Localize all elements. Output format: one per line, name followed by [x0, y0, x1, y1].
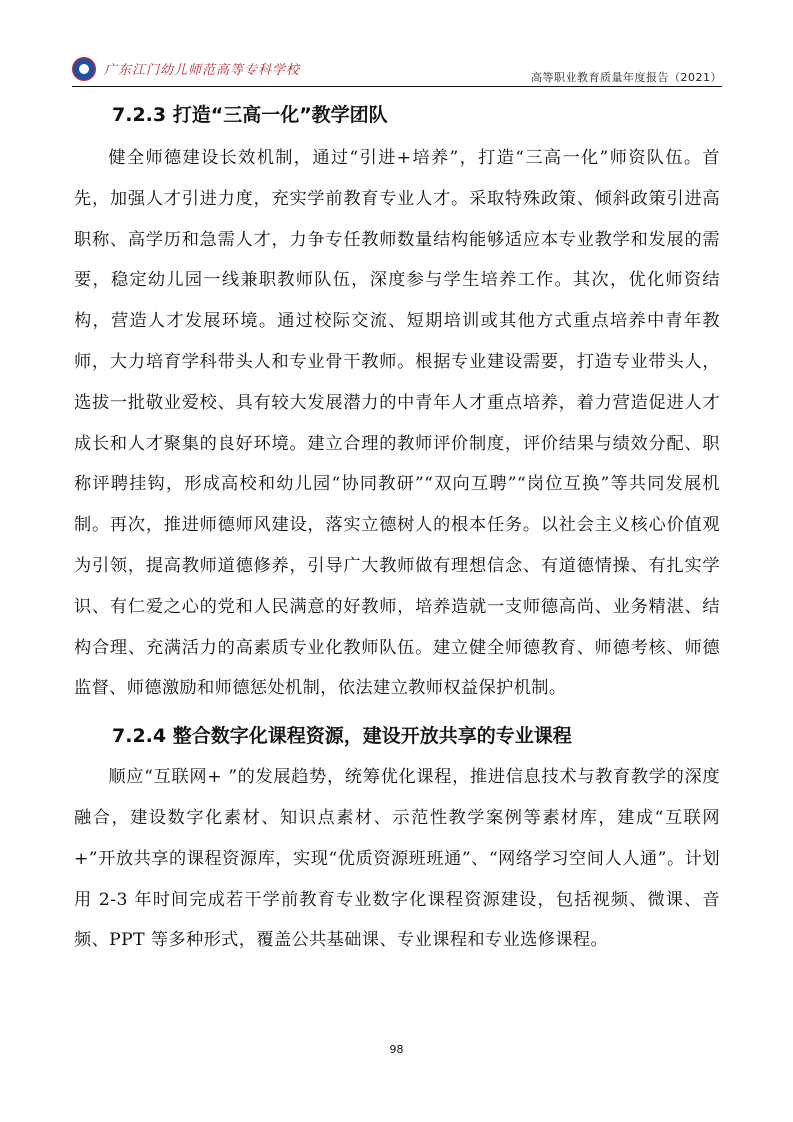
section-heading-7-2-4: 7.2.4 整合数字化课程资源，建设开放共享的专业课程 [112, 725, 572, 748]
page-content [74, 100, 720, 961]
section-paragraph-7-2-3: 健全师德建设长效机制，通过“引进+培养”，打造“三高一化”师资队伍。首先，加强人才引进力度，充实学前教育专业人才。采取特殊政策、倾斜政策引进高职称、高学历和急需人才，力争专任教师数量结构能够适应本专业教学和发展的需要，稳定幼儿园一线兼职教师队伍，深度参与学生培养工作。其次，优化师资结构，营造人才发展环境。通过校际交流、短期培训或其他方式重点培养中青年教师，大力培育学科带头人和专业骨干教师。根据专业建设需要，打造专业带头人，选拔一批敬业爱校、具有较大发展潜力的中青年人才重点培养，着力营造促进人才成长和人才聚集的良好环境。建立合理的教师评价制度，评价结果与绩效分配、职称评聘挂钩，形成高校和幼儿园“协同教研”“双向互聘”“岗位互换”等共同发展机制。再次，推进师德师风建设，落实立德树人的根本任务。以社会主义核心价值观为引领，提高教师道德修养，引导广大教师做有理想信念、有道德情操、有扎实学识、有仁爱之心的党和人民满意的好教师，培养造就一支师德高尚、业务精湛、结构合理、充满活力的高素质专业化教师队伍。建立健全师德教育、师德考核、师德监督、师德激励和师德惩处机制，依法建立教师权益保护机制。 [74, 148, 720, 699]
page-number: 98 [389, 1043, 404, 1056]
section-heading-7-2-3: 7.2.3 打造“三高一化”教学团队 [112, 104, 388, 126]
report-title: 高等职业教育质量年度报告（2021） [531, 71, 722, 84]
school-logo-icon [72, 57, 96, 81]
section-paragraph-7-2-4: 顺应“互联网+ ”的发展趋势，统筹优化课程，推进信息技术与教育教学的深度融合，建设数字化素材、知识点素材、示范性教学案例等素材库，建成“互联网+”开放共享的课程资源库，实现“优质资源班班通”、“网络学习空间人人通”。计划用 2-3 年时间完成若干学前教育专业数字化课程资源建设，包括视频、微课、音频、PPT 等多种形式，覆盖公共基础课、专业课程和专业选修课程。 [74, 767, 720, 951]
header-divider [72, 86, 722, 87]
school-name: 广东江门幼儿师范高等专科学校 [104, 63, 301, 78]
page-header [72, 55, 722, 87]
